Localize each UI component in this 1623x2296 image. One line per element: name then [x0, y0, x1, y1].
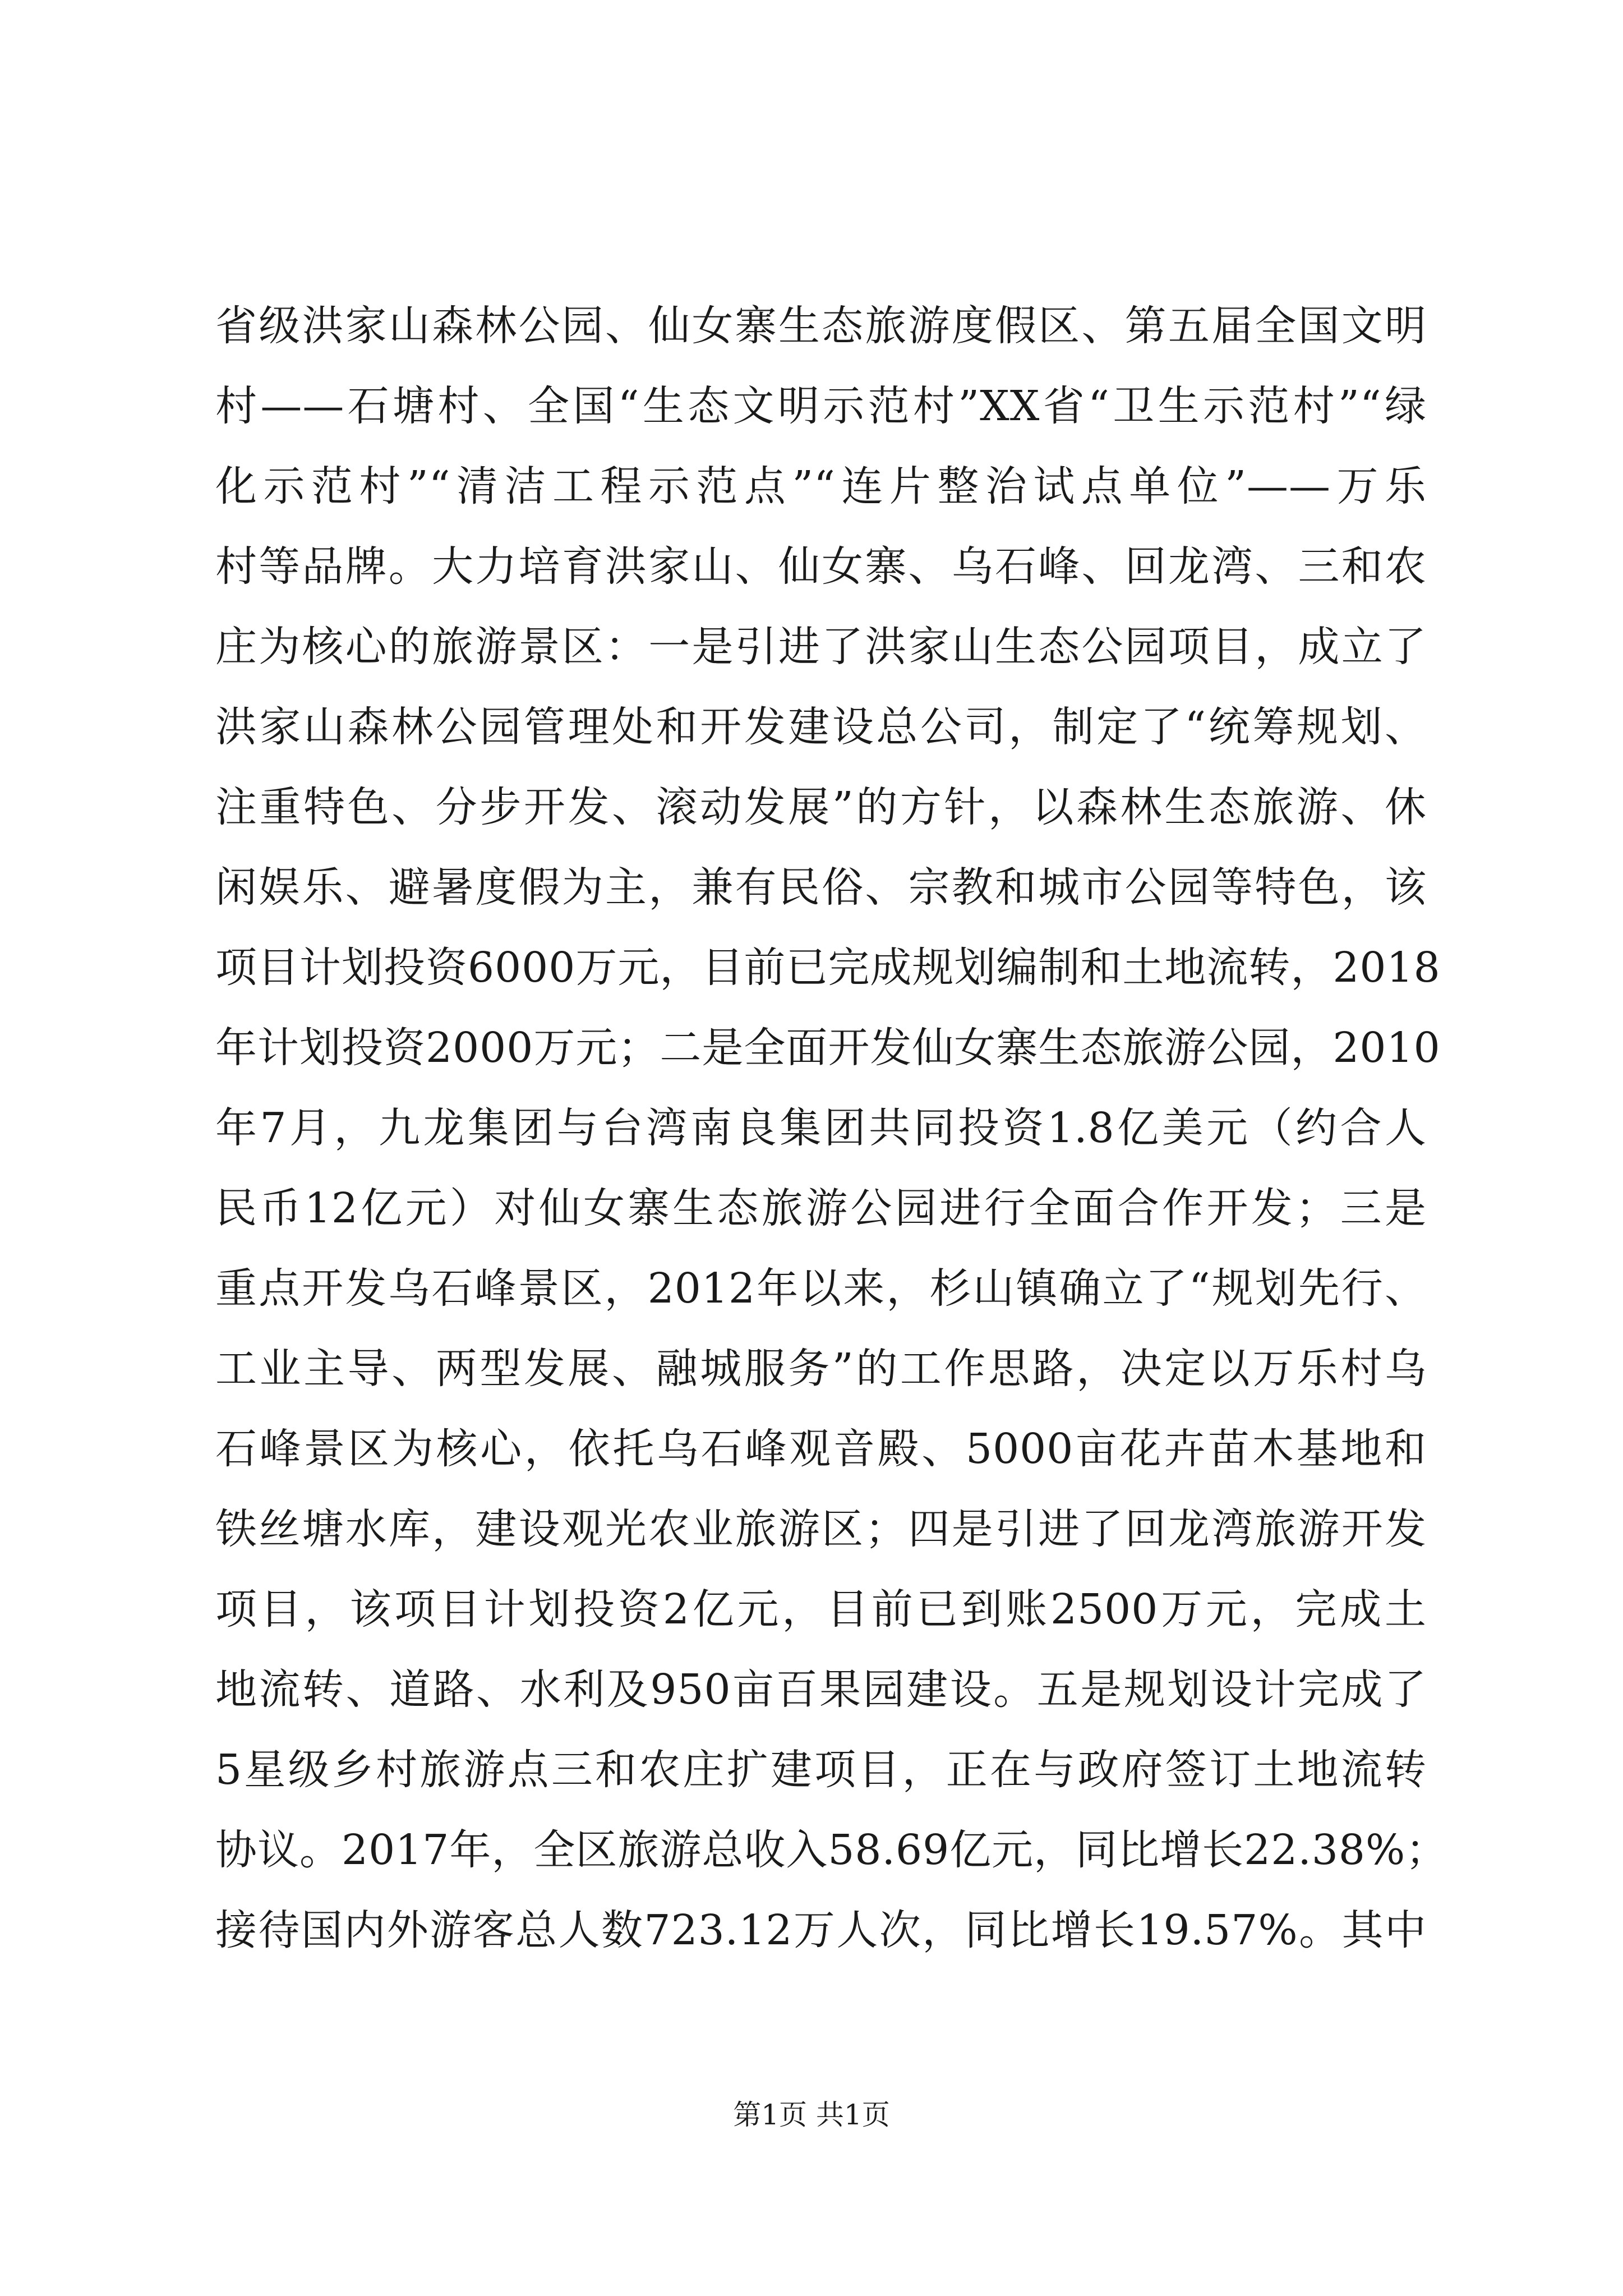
text-line: 地流转、道路、水利及950亩百果园建设。五是规划设计完成了 — [215, 1665, 1427, 1714]
text-line: 注重特色、分步开发、滚动发展”的方针，以森林生态旅游、休 — [215, 783, 1427, 831]
text-line: 民币12亿元）对仙女寨生态旅游公园进行全面合作开发；三是 — [215, 1184, 1427, 1232]
body-paragraph — [215, 286, 1448, 1971]
text-line: 重点开发乌石峰景区，2012年以来，杉山镇确立了“规划先行、 — [215, 1264, 1427, 1313]
text-line: 项目计划投资6000万元，目前已完成规划编制和土地流转，2018 — [215, 944, 1441, 992]
text-line: 接待国内外游客总人数723.12万人次，同比增长19.57%。其中 — [215, 1906, 1427, 1954]
text-line: 年7月，九龙集团与台湾南良集团共同投资1.8亿美元（约合人 — [215, 1104, 1427, 1152]
text-line: 村等品牌。大力培育洪家山、仙女寨、乌石峰、回龙湾、三和农 — [215, 542, 1427, 591]
text-line: 村——石塘村、全国“生态文明示范村”XX省“卫生示范村”“绿 — [215, 382, 1427, 430]
text-line: 工业主导、两型发展、融城服务”的工作思路，决定以万乐村乌 — [215, 1345, 1427, 1393]
page-number-footer: 第1页 共1页 — [733, 2099, 890, 2131]
text-line: 年计划投资2000万元；二是全面开发仙女寨生态旅游公园，2010 — [215, 1024, 1441, 1072]
text-line: 庄为核心的旅游景区：一是引进了洪家山生态公园项目，成立了 — [215, 623, 1427, 671]
text-line: 石峰景区为核心，依托乌石峰观音殿、5000亩花卉苗木基地和 — [215, 1425, 1427, 1473]
text-line: 协议。2017年，全区旅游总收入58.69亿元，同比增长22.38%； — [215, 1826, 1448, 1874]
text-line: 5星级乡村旅游点三和农庄扩建项目，正在与政府签订土地流转 — [215, 1746, 1427, 1794]
text-line: 项目，该项目计划投资2亿元，目前已到账2500万元，完成土 — [215, 1585, 1427, 1634]
text-line: 洪家山森林公园管理处和开发建设总公司，制定了“统筹规划、 — [215, 703, 1427, 751]
text-line: 铁丝塘水库，建设观光农业旅游区；四是引进了回龙湾旅游开发 — [215, 1505, 1427, 1553]
text-line: 省级洪家山森林公园、仙女寨生态旅游度假区、第五届全国文明 — [215, 302, 1427, 350]
text-line: 化示范村”“清洁工程示范点”“连片整治试点单位”——万乐 — [215, 462, 1427, 510]
text-line: 闲娱乐、避暑度假为主，兼有民俗、宗教和城市公园等特色，该 — [215, 863, 1427, 912]
